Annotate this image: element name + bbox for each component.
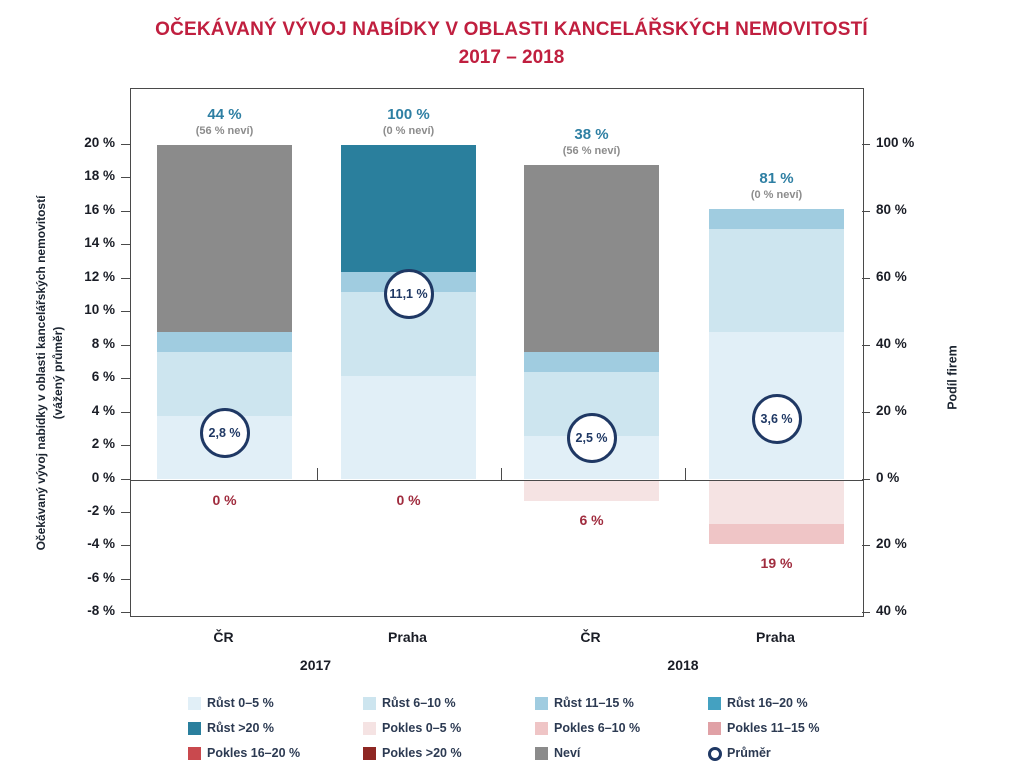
- right-axis-tick-label: 80 %: [876, 201, 907, 217]
- bar-below-label: 0 %: [396, 491, 421, 508]
- bar-top-label-value: 44 %: [207, 106, 242, 123]
- bar-top-label: [329, 105, 489, 138]
- bar-below-label: 6 %: [579, 511, 604, 528]
- legend-label-pokles_16_20: Pokles 16–20 %: [207, 746, 301, 760]
- bar-top-label-nevi: (56 % neví): [195, 125, 254, 137]
- bar-top-label-value: 38 %: [574, 126, 609, 144]
- legend-label-pokles_6_10: Pokles 6–10 %: [554, 721, 641, 735]
- right-axis-title: Podíl firem: [945, 345, 960, 410]
- right-axis-tick-mark: [862, 278, 870, 279]
- left-axis-tick-mark: [121, 378, 130, 379]
- left-axis-tick-label: 2 %: [91, 436, 115, 452]
- left-axis-tick-mark: [121, 412, 130, 413]
- left-axis-title-sub: (vážený průměr): [51, 326, 65, 420]
- bar-top-label: [145, 105, 305, 138]
- left-axis-tick-label: 14 %: [84, 235, 115, 251]
- left-axis-tick-label: 8 %: [91, 335, 115, 351]
- left-axis-tick-mark: [121, 345, 130, 346]
- bar-top-label-nevi: (0 % neví): [382, 125, 435, 137]
- left-axis-tick-label: -2 %: [87, 502, 115, 518]
- left-axis-tick-label: 6 %: [91, 369, 115, 385]
- left-axis-tick-label: -4 %: [87, 536, 115, 552]
- legend-swatch-pokles_11_15: [708, 722, 721, 735]
- right-axis-tick-label: 20 %: [876, 536, 907, 552]
- legend-label-rust_0_5: Růst 0–5 %: [207, 696, 274, 710]
- bar-segment-rust_11_15: [709, 209, 844, 229]
- category-axis-tick: [685, 468, 686, 481]
- average-marker: 3,6 %: [752, 394, 802, 444]
- right-axis-tick-label: 40 %: [876, 603, 907, 619]
- legend-swatch-pokles_gt20: [363, 747, 376, 760]
- category-axis-tick: [317, 468, 318, 481]
- bar-segment-rust_gt20: [341, 145, 476, 272]
- bar-segment-pokles_0_5: [709, 481, 844, 524]
- x-category-label: Praha: [756, 629, 795, 645]
- average-marker: 2,8 %: [200, 408, 250, 458]
- left-axis-tick-label: 12 %: [84, 268, 115, 284]
- legend-label-nevi: Neví: [554, 746, 581, 760]
- left-axis-tick-label: 20 %: [84, 135, 115, 150]
- x-category-label: ČR: [580, 629, 601, 645]
- legend-label-rust_16_20: Růst 16–20 %: [727, 696, 808, 710]
- legend-swatch-rust_16_20: [708, 697, 721, 710]
- left-axis-tick-label: -8 %: [87, 603, 115, 619]
- legend-swatch-pokles_6_10: [535, 722, 548, 735]
- left-axis-tick-mark: [121, 479, 130, 480]
- category-axis-tick: [501, 468, 502, 481]
- left-axis-tick-label: 0 %: [91, 469, 115, 485]
- bar-below-label: 19 %: [760, 555, 793, 572]
- bar-segment-nevi: [524, 165, 659, 352]
- legend-swatch-rust_0_5: [188, 697, 201, 710]
- left-axis-tick-mark: [121, 177, 130, 178]
- left-axis-tick-label: 16 %: [84, 201, 115, 217]
- legend-label-rust_gt20: Růst >20 %: [207, 721, 275, 735]
- left-axis-tick-mark: [121, 144, 130, 145]
- chart-title-line2: 2017 – 2018: [458, 47, 565, 68]
- legend-swatch-pokles_16_20: [188, 747, 201, 760]
- bar-top-label-value: 81 %: [759, 169, 794, 187]
- left-axis-tick-mark: [121, 579, 130, 580]
- bar-top-label: [512, 125, 672, 158]
- x-group-label: 2017: [299, 657, 332, 673]
- right-axis-tick-mark: [862, 545, 870, 546]
- legend-swatch-pokles_0_5: [363, 722, 376, 735]
- right-axis-tick-label: 60 %: [876, 268, 907, 284]
- left-axis-tick-mark: [121, 545, 130, 546]
- bar-segment-rust_6_10: [709, 229, 844, 333]
- right-axis-tick-mark: [862, 345, 870, 346]
- left-axis-tick-mark: [121, 278, 130, 279]
- right-axis-tick-mark: [862, 479, 870, 480]
- x-category-label: Praha: [388, 629, 427, 645]
- left-axis-tick-mark: [121, 612, 130, 613]
- bar-segment-nevi: [157, 145, 292, 332]
- right-axis-tick-mark: [862, 211, 870, 212]
- left-axis-title-main: Očekávaný vývoj nabídky v oblasti kancelářských nemovitostí: [34, 195, 48, 551]
- average-marker: 2,5 %: [567, 413, 617, 463]
- x-group-label: 2018: [667, 657, 699, 673]
- x-category-label: ČR: [213, 629, 234, 645]
- right-axis-tick-label: 20 %: [876, 402, 907, 418]
- left-axis-tick-label: -6 %: [87, 569, 115, 585]
- bar-segment-pokles_6_10: [709, 524, 844, 544]
- right-axis-tick-mark: [862, 144, 870, 145]
- bar-segment-rust_11_15: [157, 332, 292, 352]
- bar-segment-rust_6_10: [157, 352, 292, 416]
- left-axis-tick-label: 18 %: [84, 168, 115, 184]
- left-axis-tick-mark: [121, 445, 130, 446]
- plot-area: [130, 88, 864, 617]
- right-axis-tick-mark: [862, 612, 870, 613]
- legend-label-rust_11_15: Růst 11–15 %: [554, 696, 634, 710]
- legend-label-pokles_gt20: Pokles >20 %: [382, 746, 462, 760]
- right-axis-tick-label: 100 %: [876, 135, 915, 150]
- chart-title-line1: OČEKÁVANÝ VÝVOJ NABÍDKY V OBLASTI KANCELÁŘSKÝCH NEMOVITOSTÍ: [155, 19, 868, 40]
- left-axis-tick-mark: [121, 311, 130, 312]
- right-axis-tick-label: 0 %: [876, 469, 900, 485]
- legend-label-pokles_11_15: Pokles 11–15 %: [727, 721, 820, 735]
- bar-top-label: [697, 169, 857, 202]
- legend-label-rust_6_10: Růst 6–10 %: [382, 696, 456, 710]
- left-axis-tick-mark: [121, 211, 130, 212]
- legend-swatch-rust_11_15: [535, 697, 548, 710]
- left-axis-tick-label: 4 %: [91, 402, 115, 418]
- legend-swatch-nevi: [535, 747, 548, 760]
- left-axis-tick-label: 10 %: [84, 302, 115, 318]
- legend-label-prumer: Průměr: [727, 746, 771, 760]
- bar-segment-pokles_0_5: [524, 481, 659, 501]
- legend-label-pokles_0_5: Pokles 0–5 %: [382, 721, 462, 735]
- legend-swatch-rust_6_10: [363, 697, 376, 710]
- average-marker: 11,1 %: [384, 269, 434, 319]
- bar-top-label-nevi: (56 % neví): [562, 145, 621, 158]
- legend-swatch-rust_gt20: [188, 722, 201, 735]
- legend-average-icon: [708, 747, 722, 761]
- left-axis-tick-mark: [121, 512, 130, 513]
- bar-top-label-value: 100 %: [387, 106, 430, 123]
- left-axis-tick-mark: [121, 244, 130, 245]
- bar-segment-rust_0_5: [341, 376, 476, 480]
- bar-top-label-nevi: (0 % neví): [750, 188, 803, 201]
- bar-below-label: 0 %: [212, 491, 237, 508]
- bar-segment-rust_11_15: [524, 352, 659, 372]
- right-axis-tick-label: 40 %: [876, 335, 907, 351]
- right-axis-tick-mark: [862, 412, 870, 413]
